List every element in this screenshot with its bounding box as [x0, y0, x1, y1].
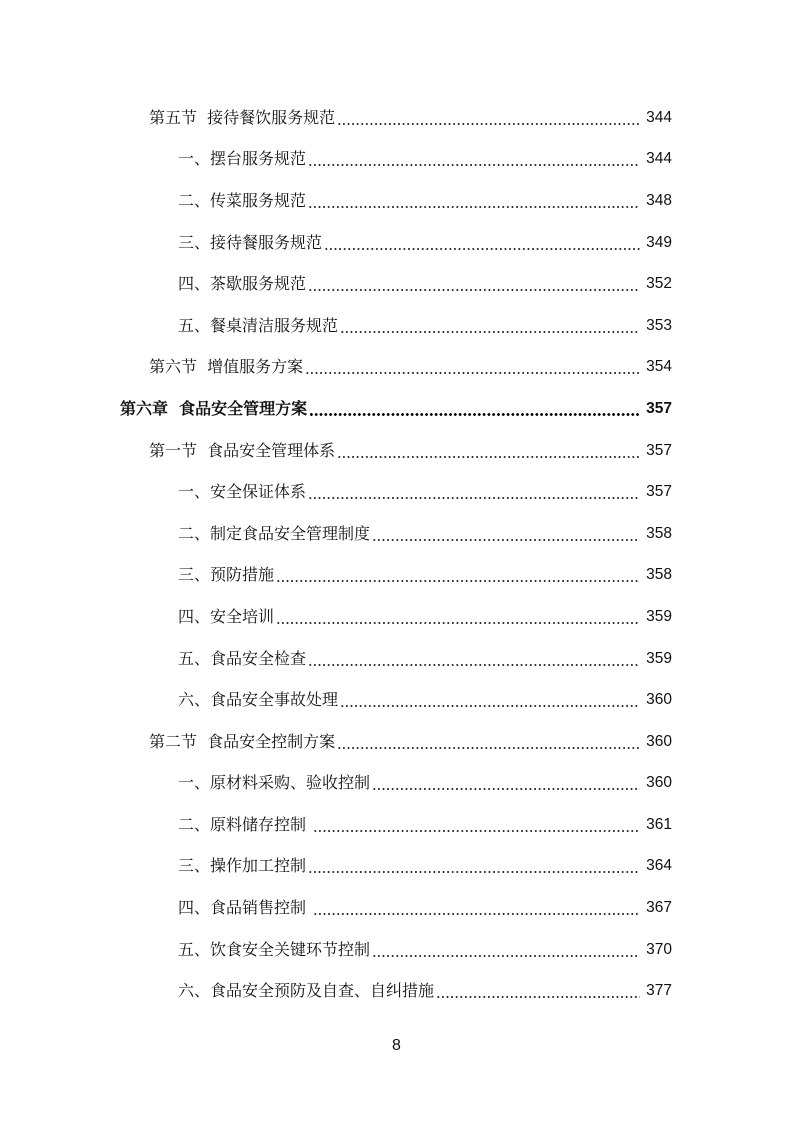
toc-entry[interactable] — [0, 721, 793, 763]
dot-leader — [309, 413, 640, 416]
toc-entry[interactable] — [0, 513, 793, 555]
dot-leader — [340, 331, 640, 333]
toc-entry-page: 357 — [646, 483, 672, 501]
toc-entry-page: 353 — [646, 316, 672, 334]
toc-entry-page: 357 — [646, 399, 672, 417]
toc-entry-title: 三、操作加工控制 — [178, 856, 307, 876]
toc-entry-page: 360 — [646, 774, 672, 792]
toc-entry[interactable] — [0, 846, 793, 888]
toc-entry-title: 四、茶歇服务规范 — [178, 274, 307, 294]
dot-leader — [308, 164, 640, 166]
toc-entry[interactable] — [0, 471, 793, 513]
toc-entry-title: 第六章 食品安全管理方案 — [120, 398, 308, 418]
dot-leader — [308, 206, 640, 208]
toc-entry[interactable] — [0, 263, 793, 305]
toc-entry-page: 344 — [646, 150, 672, 168]
dot-leader — [276, 580, 640, 582]
toc-entry-page: 364 — [646, 857, 672, 875]
toc-entry-page: 359 — [646, 649, 672, 667]
dot-leader — [372, 788, 640, 790]
toc-entry-title: 二、原料储存控制 — [178, 814, 312, 834]
dot-leader — [305, 372, 640, 374]
toc-entry[interactable] — [0, 305, 793, 347]
dot-leader — [308, 289, 640, 291]
toc-entry-title: 一、摆台服务规范 — [178, 149, 307, 169]
toc-chapter-entry[interactable] — [0, 388, 793, 430]
toc-entry-title: 四、食品销售控制 — [178, 898, 312, 918]
toc-entry-title: 三、接待餐服务规范 — [178, 232, 323, 252]
toc-entry-title: 五、食品安全检查 — [178, 648, 307, 668]
toc-entry[interactable] — [0, 804, 793, 846]
dot-leader — [337, 123, 640, 125]
dot-leader — [324, 248, 640, 250]
toc-entry-title: 四、安全培训 — [178, 606, 275, 626]
page-number: 8 — [392, 1037, 401, 1054]
toc-entry[interactable] — [0, 763, 793, 805]
toc-entry-page: 357 — [646, 441, 672, 459]
toc-entry-title: 六、食品安全预防及自查、自纠措施 — [178, 981, 435, 1001]
toc-entry-page: 359 — [646, 607, 672, 625]
toc-entry[interactable] — [0, 347, 793, 389]
toc-entry-title: 第一节 食品安全管理体系 — [149, 440, 336, 460]
toc-entry[interactable] — [0, 887, 793, 929]
toc-entry-title: 第五节 接待餐饮服务规范 — [149, 107, 336, 127]
dot-leader — [313, 913, 640, 915]
dot-leader — [313, 830, 640, 832]
toc-entry-title: 一、原材料采购、验收控制 — [178, 773, 371, 793]
toc-entry[interactable] — [0, 596, 793, 638]
toc-entry-title: 第二节 食品安全控制方案 — [149, 731, 336, 751]
toc-entry-title: 二、传菜服务规范 — [178, 190, 307, 210]
dot-leader — [337, 456, 640, 458]
dot-leader — [308, 497, 640, 499]
toc-entry-page: 354 — [646, 358, 672, 376]
toc-entry-page: 377 — [646, 982, 672, 1000]
toc-entry[interactable] — [0, 638, 793, 680]
toc-entry[interactable] — [0, 430, 793, 472]
toc-entry-page: 361 — [646, 815, 672, 833]
toc-entry[interactable] — [0, 679, 793, 721]
table-of-contents — [0, 97, 793, 1012]
toc-entry-page: 367 — [646, 899, 672, 917]
toc-entry-page: 352 — [646, 275, 672, 293]
toc-entry-title: 第六节 增值服务方案 — [149, 357, 304, 377]
toc-entry-title: 五、饮食安全关键环节控制 — [178, 939, 371, 959]
toc-entry-title: 六、食品安全事故处理 — [178, 690, 339, 710]
toc-entry[interactable] — [0, 555, 793, 597]
toc-entry-title: 一、安全保证体系 — [178, 482, 307, 502]
toc-entry[interactable] — [0, 97, 793, 139]
dot-leader — [372, 539, 640, 541]
toc-entry[interactable] — [0, 139, 793, 181]
toc-entry[interactable] — [0, 222, 793, 264]
toc-entry[interactable] — [0, 180, 793, 222]
toc-entry[interactable] — [0, 970, 793, 1012]
toc-entry-page: 360 — [646, 732, 672, 750]
toc-entry[interactable] — [0, 929, 793, 971]
dot-leader — [340, 705, 640, 707]
dot-leader — [436, 996, 640, 998]
dot-leader — [308, 664, 640, 666]
toc-entry-page: 358 — [646, 566, 672, 584]
toc-entry-title: 五、餐桌清洁服务规范 — [178, 315, 339, 335]
dot-leader — [276, 622, 640, 624]
toc-entry-page: 360 — [646, 691, 672, 709]
toc-entry-title: 二、制定食品安全管理制度 — [178, 523, 371, 543]
dot-leader — [308, 871, 640, 873]
dot-leader — [372, 955, 640, 957]
dot-leader — [337, 747, 640, 749]
toc-entry-page: 370 — [646, 940, 672, 958]
toc-entry-page: 348 — [646, 191, 672, 209]
toc-entry-title: 三、预防措施 — [178, 565, 275, 585]
toc-entry-page: 349 — [646, 233, 672, 251]
toc-entry-page: 344 — [646, 108, 672, 126]
toc-entry-page: 358 — [646, 524, 672, 542]
